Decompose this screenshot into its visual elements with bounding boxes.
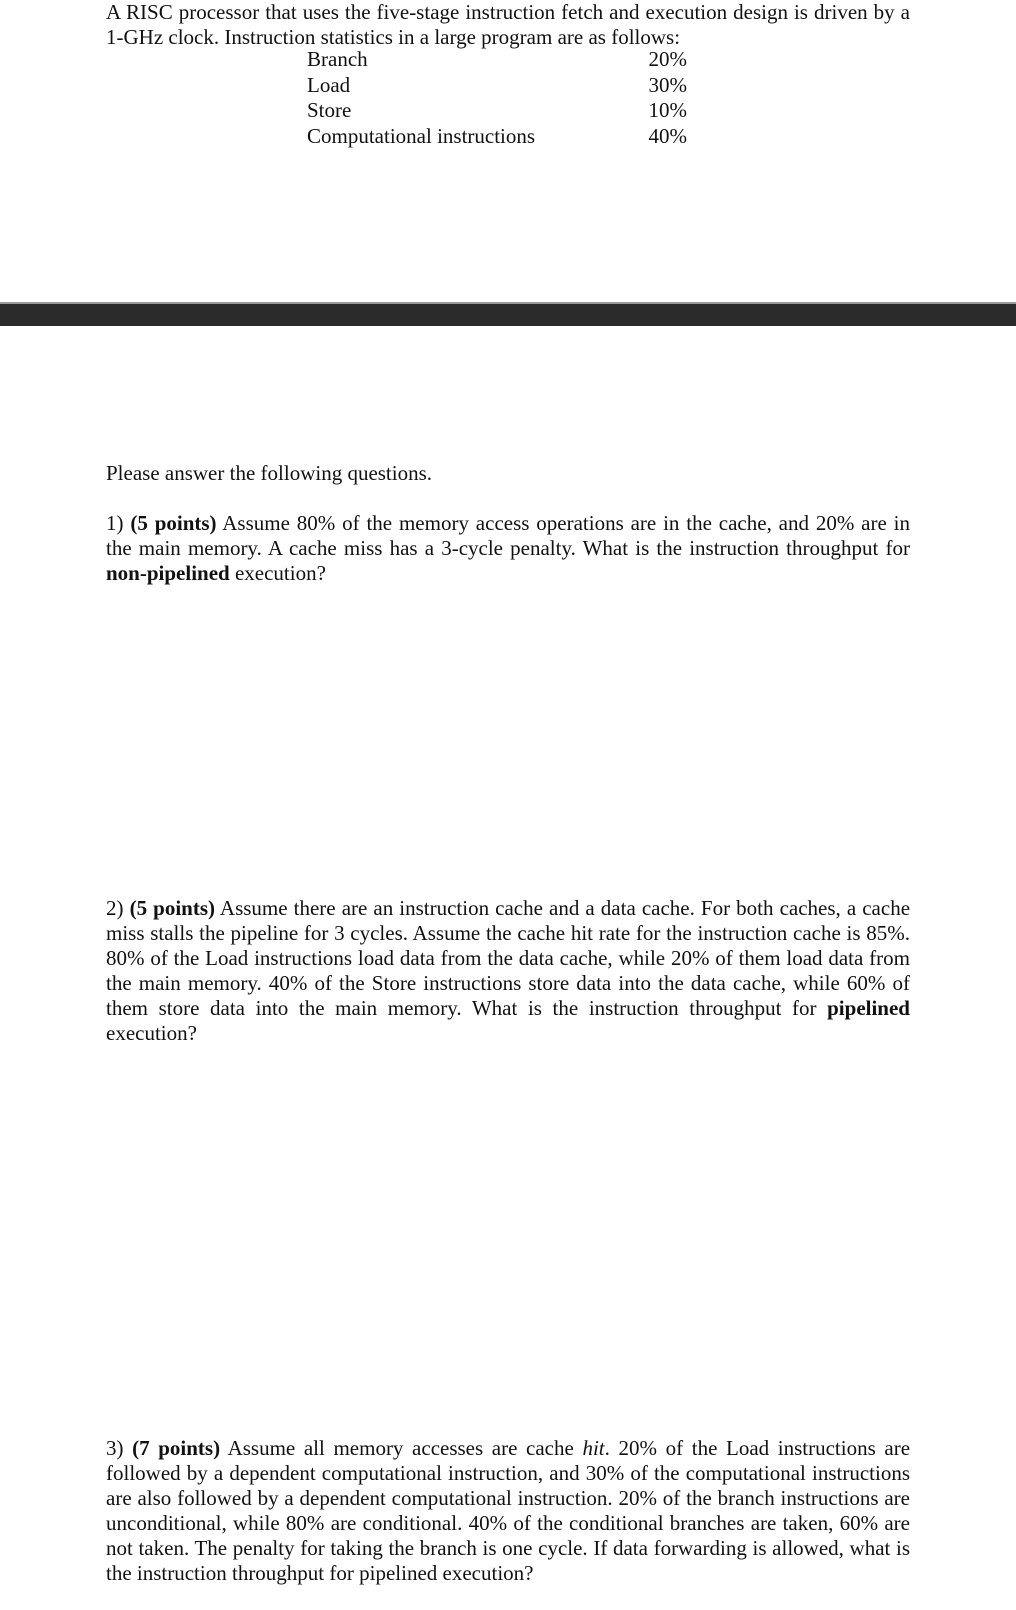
question-3 (106, 1436, 910, 1586)
question-emphasis: non-pipelined (106, 561, 230, 585)
stat-label: Store (307, 98, 352, 122)
question-text-end: execution? (234, 561, 326, 585)
instruction-statistics-table (307, 47, 687, 149)
intro-text: A RISC processor that uses the five-stage instruction fetch and execution design is driven by a 1-GHz clock. Instruction statistics in a large program are as follows: (106, 0, 910, 49)
question-text: Assume all memory accesses are cache (227, 1436, 574, 1460)
stat-row-load (307, 73, 687, 99)
question-text-end: execution? (106, 1021, 197, 1045)
prompt-text: Please answer the following questions. (106, 461, 433, 485)
stat-label: Branch (307, 47, 368, 71)
question-text: Assume 80% of the memory access operations are in the cache, and 20% are in the main memory. A cache miss has a 3-cycle penalty. What is the instruction throughput for (106, 511, 911, 560)
question-1 (106, 511, 910, 586)
question-number: 2) (106, 896, 124, 920)
stat-row-computational (307, 124, 687, 150)
stat-label: Load (307, 72, 351, 97)
stat-value: 20% (648, 47, 687, 71)
question-points: (7 points) (132, 1436, 221, 1460)
question-number: 1) (106, 511, 124, 535)
stat-row-branch (307, 47, 687, 73)
question-emphasis: pipelined (827, 996, 910, 1020)
stat-label: Computational instructions (307, 123, 536, 148)
question-text: Assume there are an instruction cache and a data cache. For both caches, a cache miss stalls the pipeline for 3 cycles. Assume the cache hit rate for the instruction cache is 85%. 80% of the Load instructions load data from the data cache, while 20% of them load data from the main memory. 40% of the Store instructions store data into the data cache, while 60% of them store data into the main memory. What is the instruction throughput for (106, 896, 911, 1020)
question-points: (5 points) (130, 511, 217, 535)
stat-value: 30% (648, 72, 687, 97)
question-number: 3) (106, 1436, 124, 1460)
question-text-end: . 20% of the Load instructions are followed by a dependent computational instruction, and 30% of the computational instructions are also followed by a dependent computational instruction. 20% of the branch instructions are unconditional, while 80% are conditional. 40% of the conditional branches are taken, 60% are not taken. The penalty for taking the branch is one cycle. If data forwarding is allowed, what is the instruction throughput for pipelined execution? (106, 1436, 911, 1585)
stat-value: 40% (648, 123, 687, 148)
stat-value: 10% (648, 98, 687, 122)
question-points: (5 points) (129, 896, 215, 920)
problem-intro (106, 0, 910, 50)
question-2 (106, 896, 910, 1046)
stat-row-store (307, 98, 687, 124)
question-emphasis: hit (582, 1436, 605, 1460)
instructions-prompt (106, 461, 910, 486)
page-divider-bar (0, 302, 1016, 326)
